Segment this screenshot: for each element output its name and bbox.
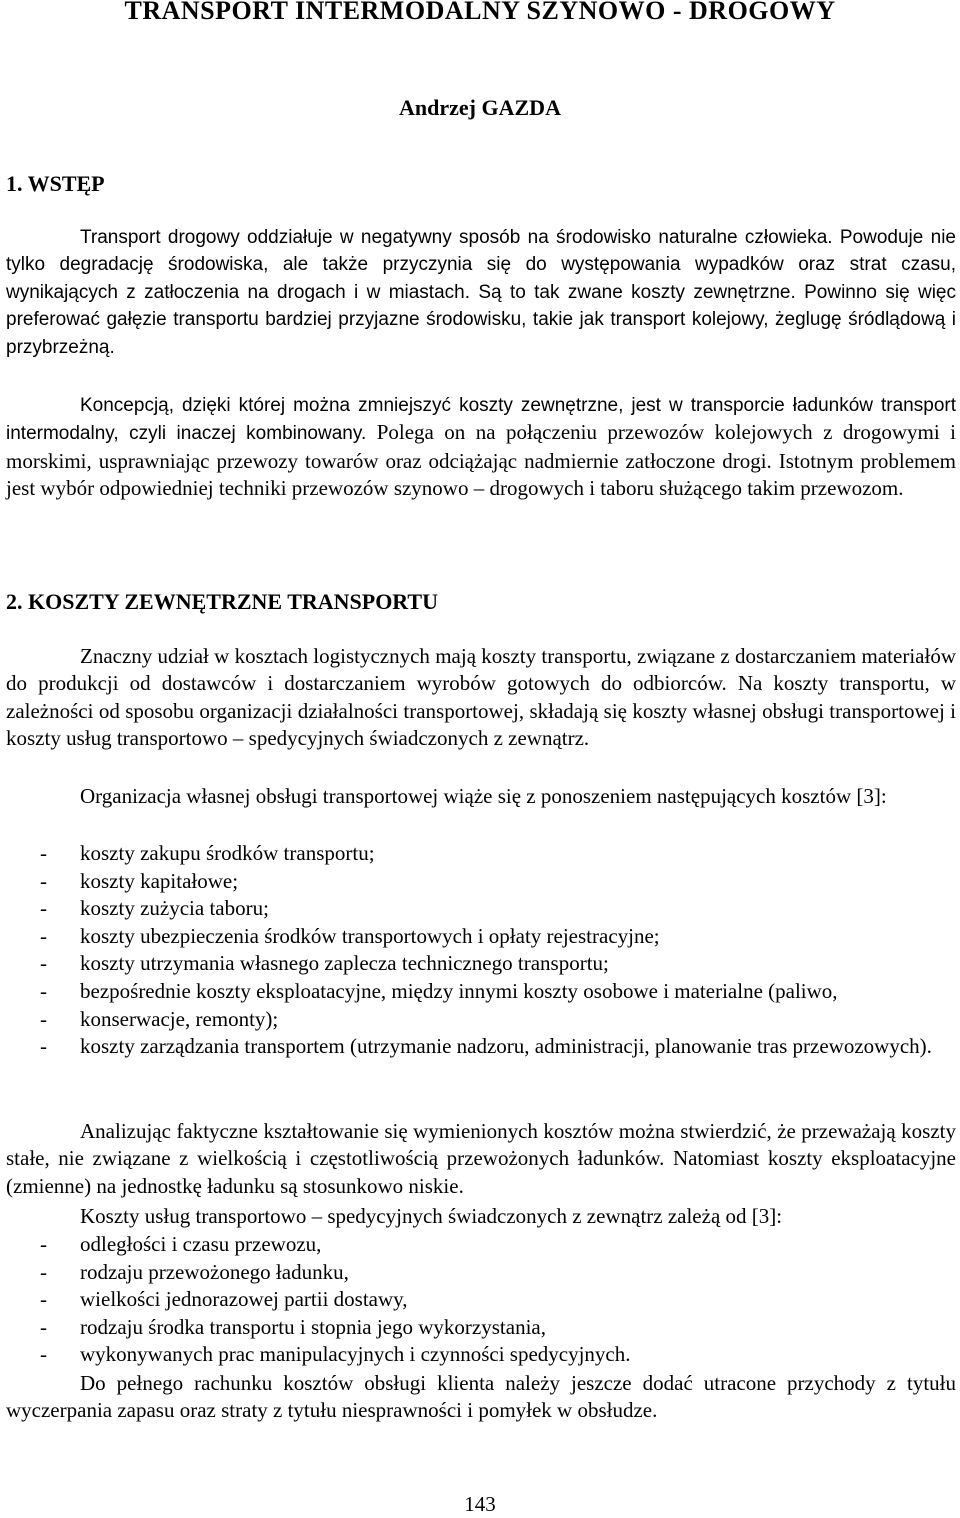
costs-paragraph-3: Analizując faktyczne kształtowanie się wymienionych kosztów można stwierdzić, że przeważają koszty stałe, nie związane z wielkością i częstotliwością przewożonych ładunków. Natomiast koszty eksploatacyjne (zmienne) na jednostkę ładunku są stosunkowo niskie. — [6, 1119, 956, 1198]
dash-bullet: - — [40, 1259, 47, 1284]
intro-paragraph-2-sans-part: Koncepcją, dzięki której można zmniejszyć koszty zewnętrzne, jest w transporcie ładunków transport intermodalny, czyli inaczej kombinowany. — [6, 395, 956, 445]
list-item — [6, 868, 956, 896]
document-title: TRANSPORT INTERMODALNY SZYNOWO - DROGOWY — [124, 0, 836, 25]
list-item — [6, 950, 956, 978]
dash-bullet: - — [40, 1034, 47, 1059]
list-item — [6, 1314, 956, 1342]
dash-bullet: - — [40, 1342, 47, 1367]
dash-bullet: - — [40, 841, 47, 865]
list-item-text: bezpośrednie koszty eksploatacyjne, między innymi koszty osobowe i materialne (paliwo, — [80, 978, 838, 1003]
dash-bullet: - — [40, 1287, 47, 1312]
dash-bullet: - — [40, 868, 47, 893]
list-item-text: konserwacje, remonty); — [80, 1006, 279, 1031]
forwarding-cost-factors-list — [6, 1231, 956, 1369]
list-item-text: wielkości jednorazowej partii dostawy, — [80, 1287, 408, 1312]
intro-paragraph-2 — [6, 391, 956, 503]
list-item — [6, 1286, 956, 1314]
dash-bullet: - — [40, 1006, 47, 1031]
costs-paragraph-4: Koszty usług transportowo – spedycyjnych świadczonych z zewnątrz zależą od [3]: — [80, 1204, 783, 1228]
section-heading-intro: 1. WSTĘP — [6, 171, 105, 196]
costs-paragraph-5: Do pełnego rachunku kosztów obsługi klienta należy jeszcze dodać utracone przychody z tytułu wyczerpania zapasu oraz straty z tytułu niesprawności i pomyłek w obsłudze. — [6, 1371, 956, 1423]
dash-bullet: - — [40, 1314, 47, 1339]
dash-bullet: - — [40, 1232, 47, 1256]
intro-paragraph-1: Transport drogowy oddziałuje w negatywny sposób na środowisko naturalne człowieka. Powoduje nie tylko degradację środowiska, ale także przyczynia się do występowania wypadków oraz strat czasu, wynikających z zatłoczenia na drogach i w miastach. Są to tak zwane koszty zewnętrzne. Powinno się więc preferować gałęzie transportu bardziej przyjazne środowisku, takie jak transport kolejowy, żeglugę śródlądową i przybrzeżną. — [6, 227, 956, 358]
page-number: 143 — [464, 1492, 496, 1516]
list-item-text: odległości i czasu przewozu, — [80, 1232, 322, 1256]
dash-bullet: - — [40, 951, 47, 976]
list-item — [6, 1341, 956, 1369]
list-item-text: koszty kapitałowe; — [80, 868, 239, 893]
costs-paragraph-2: Organizacja własnej obsługi transportowej wiąże się z ponoszeniem następujących kosztów [3]: — [80, 784, 887, 808]
list-item-text: koszty zakupu środków transportu; — [80, 841, 375, 865]
author-name: Andrzej GAZDA — [399, 95, 561, 120]
section-heading-external-costs: 2. KOSZTY ZEWNĘTRZNE TRANSPORTU — [6, 589, 438, 614]
list-item-text: koszty ubezpieczenia środków transportowych i opłaty rejestracyjne; — [80, 923, 660, 948]
own-transport-costs-list — [6, 840, 956, 1061]
list-item-text: rodzaju środka transportu i stopnia jego wykorzystania, — [80, 1314, 546, 1339]
list-item-text: rodzaju przewożonego ładunku, — [80, 1259, 349, 1284]
costs-paragraph-1: Znaczny udział w kosztach logistycznych mają koszty transportu, związane z dostarczaniem materiałów do produkcji od dostawców i dostarczaniem wyrobów gotowych do odbiorców. Na koszty transportu, w zależności od sposobu organizacji działalności transportowej, składają się koszty własnej obsługi transportowej i koszty usług transportowo – spedycyjnych świadczonych z zewnątrz. — [6, 644, 956, 751]
dash-bullet: - — [40, 896, 47, 921]
list-item — [6, 978, 956, 1006]
list-item — [6, 923, 956, 951]
list-item — [6, 1006, 956, 1034]
intro-paragraph-2-serif-part: Polega on na połączeniu przewozów kolejowych z drogowymi i morskimi, usprawniając przewozy towarów oraz odciążając nadmiernie zatłoczone drogi. Istotnym problemem jest wybór odpowiedniej techniki przewozów szynowo – drogowych i taboru służącego takim przewozom. — [6, 420, 956, 501]
dash-bullet: - — [40, 978, 47, 1003]
list-item-text: koszty zużycia taboru; — [80, 896, 269, 921]
dash-bullet: - — [40, 923, 47, 948]
list-item — [6, 895, 956, 923]
list-item — [6, 1231, 956, 1259]
list-item-text: wykonywanych prac manipulacyjnych i czynności spedycyjnych. — [80, 1342, 631, 1367]
list-item — [6, 1033, 956, 1061]
list-item-text: koszty zarządzania transportem (utrzymanie nadzoru, administracji, planowanie tras przewozowych). — [80, 1034, 932, 1059]
list-item — [6, 1259, 956, 1287]
list-item — [6, 840, 956, 868]
list-item-text: koszty utrzymania własnego zaplecza technicznego transportu; — [80, 951, 609, 976]
